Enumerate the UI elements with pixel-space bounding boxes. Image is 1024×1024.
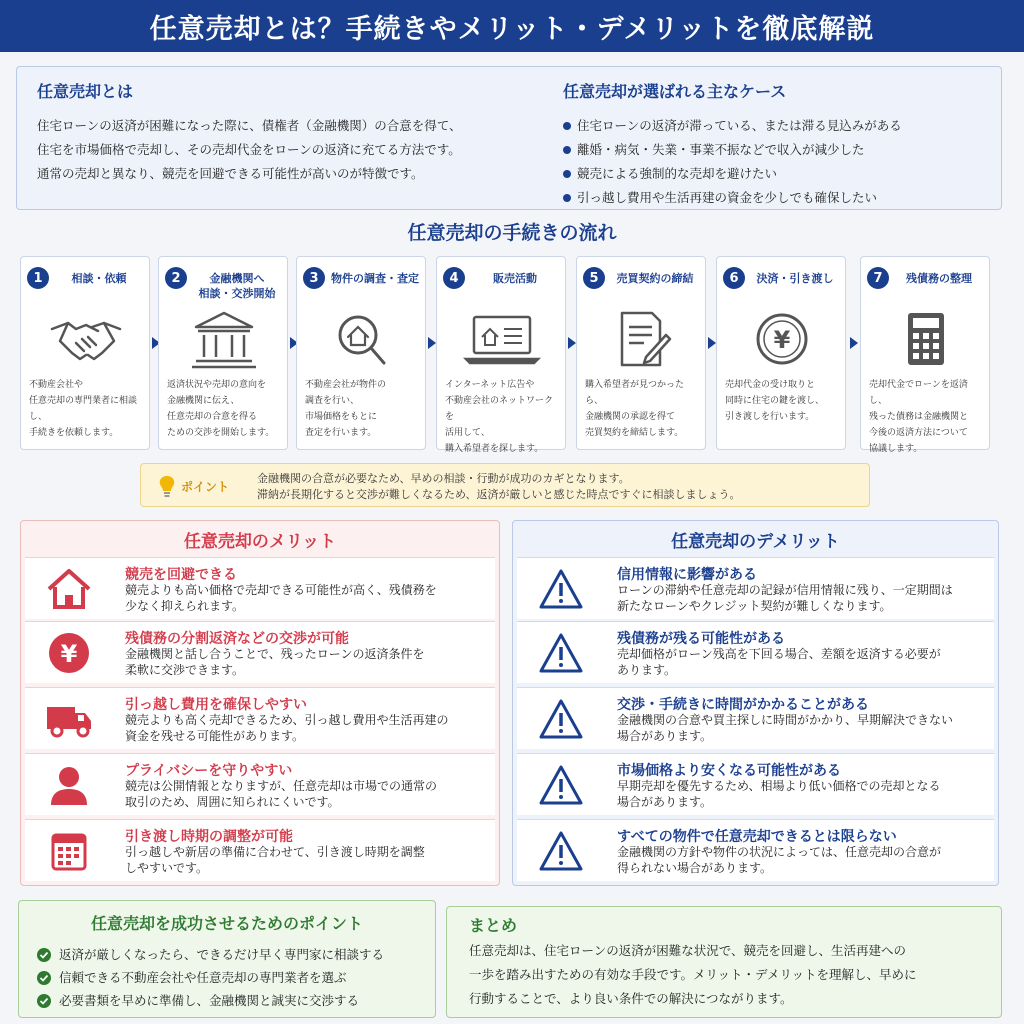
flow-arrow (708, 337, 716, 349)
laptop-listing-icon (462, 307, 542, 371)
demerit-title: 市場価格より安くなる可能性がある (617, 763, 841, 779)
merit-item (25, 557, 495, 619)
success-item (37, 943, 384, 966)
case-item: 競売による強制的な売却を避けたい (563, 162, 993, 186)
yen-coin-icon (742, 307, 822, 371)
step-number: 1 (27, 267, 49, 289)
demerit-desc: 金融機関の合意や買主探しに時間がかかり、早期解決できない 場合があります。 (617, 713, 954, 743)
contract-icon (602, 307, 682, 371)
flow-step-2 (158, 256, 288, 450)
warning-icon (537, 829, 585, 873)
step-title: 売買契約の締結 (616, 272, 694, 285)
house-icon (45, 567, 93, 611)
about-section (37, 79, 537, 186)
step-number: 2 (165, 267, 187, 289)
step-number: 7 (867, 267, 889, 289)
step-text: 不動産会社や 任意売却の専門業者に相談し、 手続きを依頼します。 (29, 380, 138, 438)
house-search-icon (322, 307, 402, 371)
flow-step-6 (716, 256, 846, 450)
step-text: 売却代金の受け取りと 同時に住宅の鍵を渡し、 引き渡しを行います。 (725, 380, 825, 422)
demerit-title: 信用情報に影響がある (617, 567, 757, 583)
check-circle-icon (37, 971, 51, 985)
success-list (37, 943, 384, 1012)
about-line: 通常の売却と異なり、競売を回避できる可能性が高いのが特徴です。 (37, 166, 424, 181)
success-item (37, 966, 384, 989)
point-callout (140, 463, 870, 507)
cases-heading: 任意売却が選ばれる主なケース (563, 82, 787, 101)
lightbulb-icon (157, 474, 177, 498)
truck-icon (45, 697, 93, 741)
merit-title: 競売を回避できる (125, 567, 237, 583)
demerit-item (517, 687, 994, 749)
case-item: 住宅ローンの返済が滞っている、または滞る見込みがある (563, 114, 993, 138)
case-item: 離婚・病気・失業・事業不振などで収入が減少した (563, 138, 993, 162)
merit-desc: 引っ越しや新居の準備に合わせて、引き渡し時期を調整 しやすいです。 (125, 845, 425, 875)
demerit-desc: 金融機関の方針や物件の状況によっては、任意売却の合意が 得られない場合があります。 (617, 845, 942, 875)
step-title: 金融機関へ 相談・交渉開始 (198, 272, 276, 300)
demerit-item (517, 819, 994, 881)
step-text: 返済状況や売却の意向を 金融機関に伝え、 任意売却の合意を得る ための交渉を開始します。 (167, 380, 275, 438)
step-title: 決済・引き渡し (756, 272, 834, 285)
success-heading: 任意売却を成功させるためのポイント (90, 914, 363, 933)
success-item (37, 989, 384, 1012)
demerit-item (517, 621, 994, 683)
person-icon (45, 763, 93, 807)
check-circle-icon (37, 948, 51, 962)
demerit-desc: ローンの滞納や任意売却の記録が信用情報に残り、一定期間は 新たなローンやクレジット契約が難しくなります。 (617, 583, 953, 613)
flow-arrow (568, 337, 576, 349)
demerit-title: 残債務が残る可能性がある (617, 631, 785, 647)
calculator-icon (886, 307, 966, 371)
point-line: 滞納が長期化すると交渉が難しくなるため、返済が厳しいと感じた時点ですぐに相談しましょう。 (257, 488, 741, 501)
success-item-text: 必要書類を早めに準備し、金融機関と誠実に交渉する (59, 993, 360, 1008)
cases-section (563, 79, 993, 210)
page-title (0, 0, 1024, 52)
success-item-text: 返済が厳しくなったら、できるだけ早く専門家に相談する (59, 947, 385, 962)
flow-step-7 (860, 256, 990, 454)
step-number: 5 (583, 267, 605, 289)
point-text (257, 471, 741, 503)
step-title: 物件の調査・査定 (331, 272, 419, 285)
about-line: 住宅ローンの返済が困難になった際に、債権者（金融機関）の合意を得て、 (37, 118, 462, 133)
step-title: 販売活動 (493, 272, 537, 285)
merit-desc: 競売よりも高く売却できるため、引っ越し費用や生活再建の 資金を残せる可能性があります。 (125, 713, 449, 743)
flow-step-3 (296, 256, 426, 450)
merit-title: プライバシーを守りやすい (125, 763, 293, 779)
handshake-icon (46, 307, 126, 371)
case-item: 引っ越し費用や生活再建の資金を少しでも確保したい (563, 186, 993, 210)
demerit-title: 交渉・手続きに時間がかかることがある (617, 697, 869, 713)
about-line: 住宅を市場価格で売却し、その売却代金をローンの返済に充てる方法です。 (37, 142, 461, 157)
check-circle-icon (37, 994, 51, 1008)
summary-line: 任意売却は、住宅ローンの返済が困難な状況で、競売を回避し、生活再建への (469, 943, 907, 958)
demerit-item (517, 753, 994, 815)
merit-title: 引き渡し時期の調整が可能 (125, 829, 293, 845)
demerits-panel (512, 520, 999, 886)
step-number: 4 (443, 267, 465, 289)
warning-icon (537, 631, 585, 675)
about-heading: 任意売却とは (37, 82, 134, 101)
warning-icon (537, 697, 585, 741)
merit-item (25, 753, 495, 815)
bank-icon (184, 307, 264, 371)
warning-icon (537, 763, 585, 807)
demerit-desc: 売却価格がローン残高を下回る場合、差額を返済する必要が あります。 (617, 647, 941, 677)
demerit-item (517, 557, 994, 619)
page-title-text: 任意売却とは？手続きやメリット・デメリットを徹底解説 (149, 13, 875, 45)
point-line: 金融機関の合意が必要なため、早めの相談・行動が成功のカギとなります。 (257, 472, 630, 485)
merit-item (25, 819, 495, 881)
demerit-desc: 早期売却を優先するため、相場より低い価格での売却となる 場合があります。 (617, 779, 941, 809)
flow-step-5 (576, 256, 706, 450)
summary-heading: まとめ (469, 916, 518, 935)
step-text: インターネット広告や 不動産会社のネットワークを 活用して、 購入希望者を探します。 (445, 380, 554, 454)
flow-title: 任意売却の手続きの流れ (407, 222, 617, 244)
flow-arrow (428, 337, 436, 349)
flow-arrow (850, 337, 858, 349)
flow-step-4 (436, 256, 566, 454)
success-item-text: 信頼できる不動産会社や任意売却の専門業者を選ぶ (59, 970, 347, 985)
calendar-icon (45, 829, 93, 873)
svg-text:¥: ¥ (773, 326, 791, 354)
merits-panel (20, 520, 500, 886)
success-points-panel (18, 900, 436, 1018)
demerits-heading: 任意売却のデメリット (671, 532, 840, 552)
merit-item (25, 687, 495, 749)
step-title: 残債務の整理 (906, 272, 972, 285)
step-text: 購入希望者が見つかったら、 金融機関の承認を得て 売買契約を締結します。 (585, 380, 685, 438)
demerit-title: すべての物件で任意売却できるとは限らない (617, 829, 897, 845)
summary-text (469, 939, 989, 1011)
svg-text:¥: ¥ (60, 640, 78, 668)
warning-icon (537, 567, 585, 611)
point-label: ポイント (181, 480, 230, 494)
summary-panel (446, 906, 1002, 1018)
intro-panel (16, 66, 1002, 210)
flow-step-1 (20, 256, 150, 450)
step-text: 売却代金でローンを返済し、 残った債務は金融機関と 今後の返済方法について 協議します。 (869, 380, 969, 454)
merit-item (25, 621, 495, 683)
step-text: 不動産会社が物件の 調査を行い、 市場価格をもとに 査定を行います。 (305, 380, 387, 438)
step-number: 6 (723, 267, 745, 289)
summary-line: 一歩を踏み出すための有効な手段です。メリット・デメリットを理解し、早めに (469, 967, 917, 982)
merit-desc: 金融機関と話し合うことで、残ったローンの返済条件を 柔軟に交渉できます。 (125, 647, 425, 677)
step-number: 3 (303, 267, 325, 289)
merit-title: 引っ越し費用を確保しやすい (125, 697, 307, 713)
yen-circle-icon (45, 631, 93, 675)
merit-desc: 競売は公開情報となりますが、任意売却は市場での通常の 取引のため、周囲に知られにくいです。 (125, 779, 438, 809)
merit-title: 残債務の分割返済などの交渉が可能 (125, 631, 349, 647)
merit-desc: 競売よりも高い価格で売却できる可能性が高く、残債務を 少なく抑えられます。 (125, 583, 437, 613)
summary-line: 行動することで、より良い条件での解決につながります。 (469, 991, 793, 1006)
merits-heading: 任意売却のメリット (183, 532, 337, 552)
cases-list (563, 114, 993, 210)
step-title: 相談・依頼 (71, 272, 127, 285)
